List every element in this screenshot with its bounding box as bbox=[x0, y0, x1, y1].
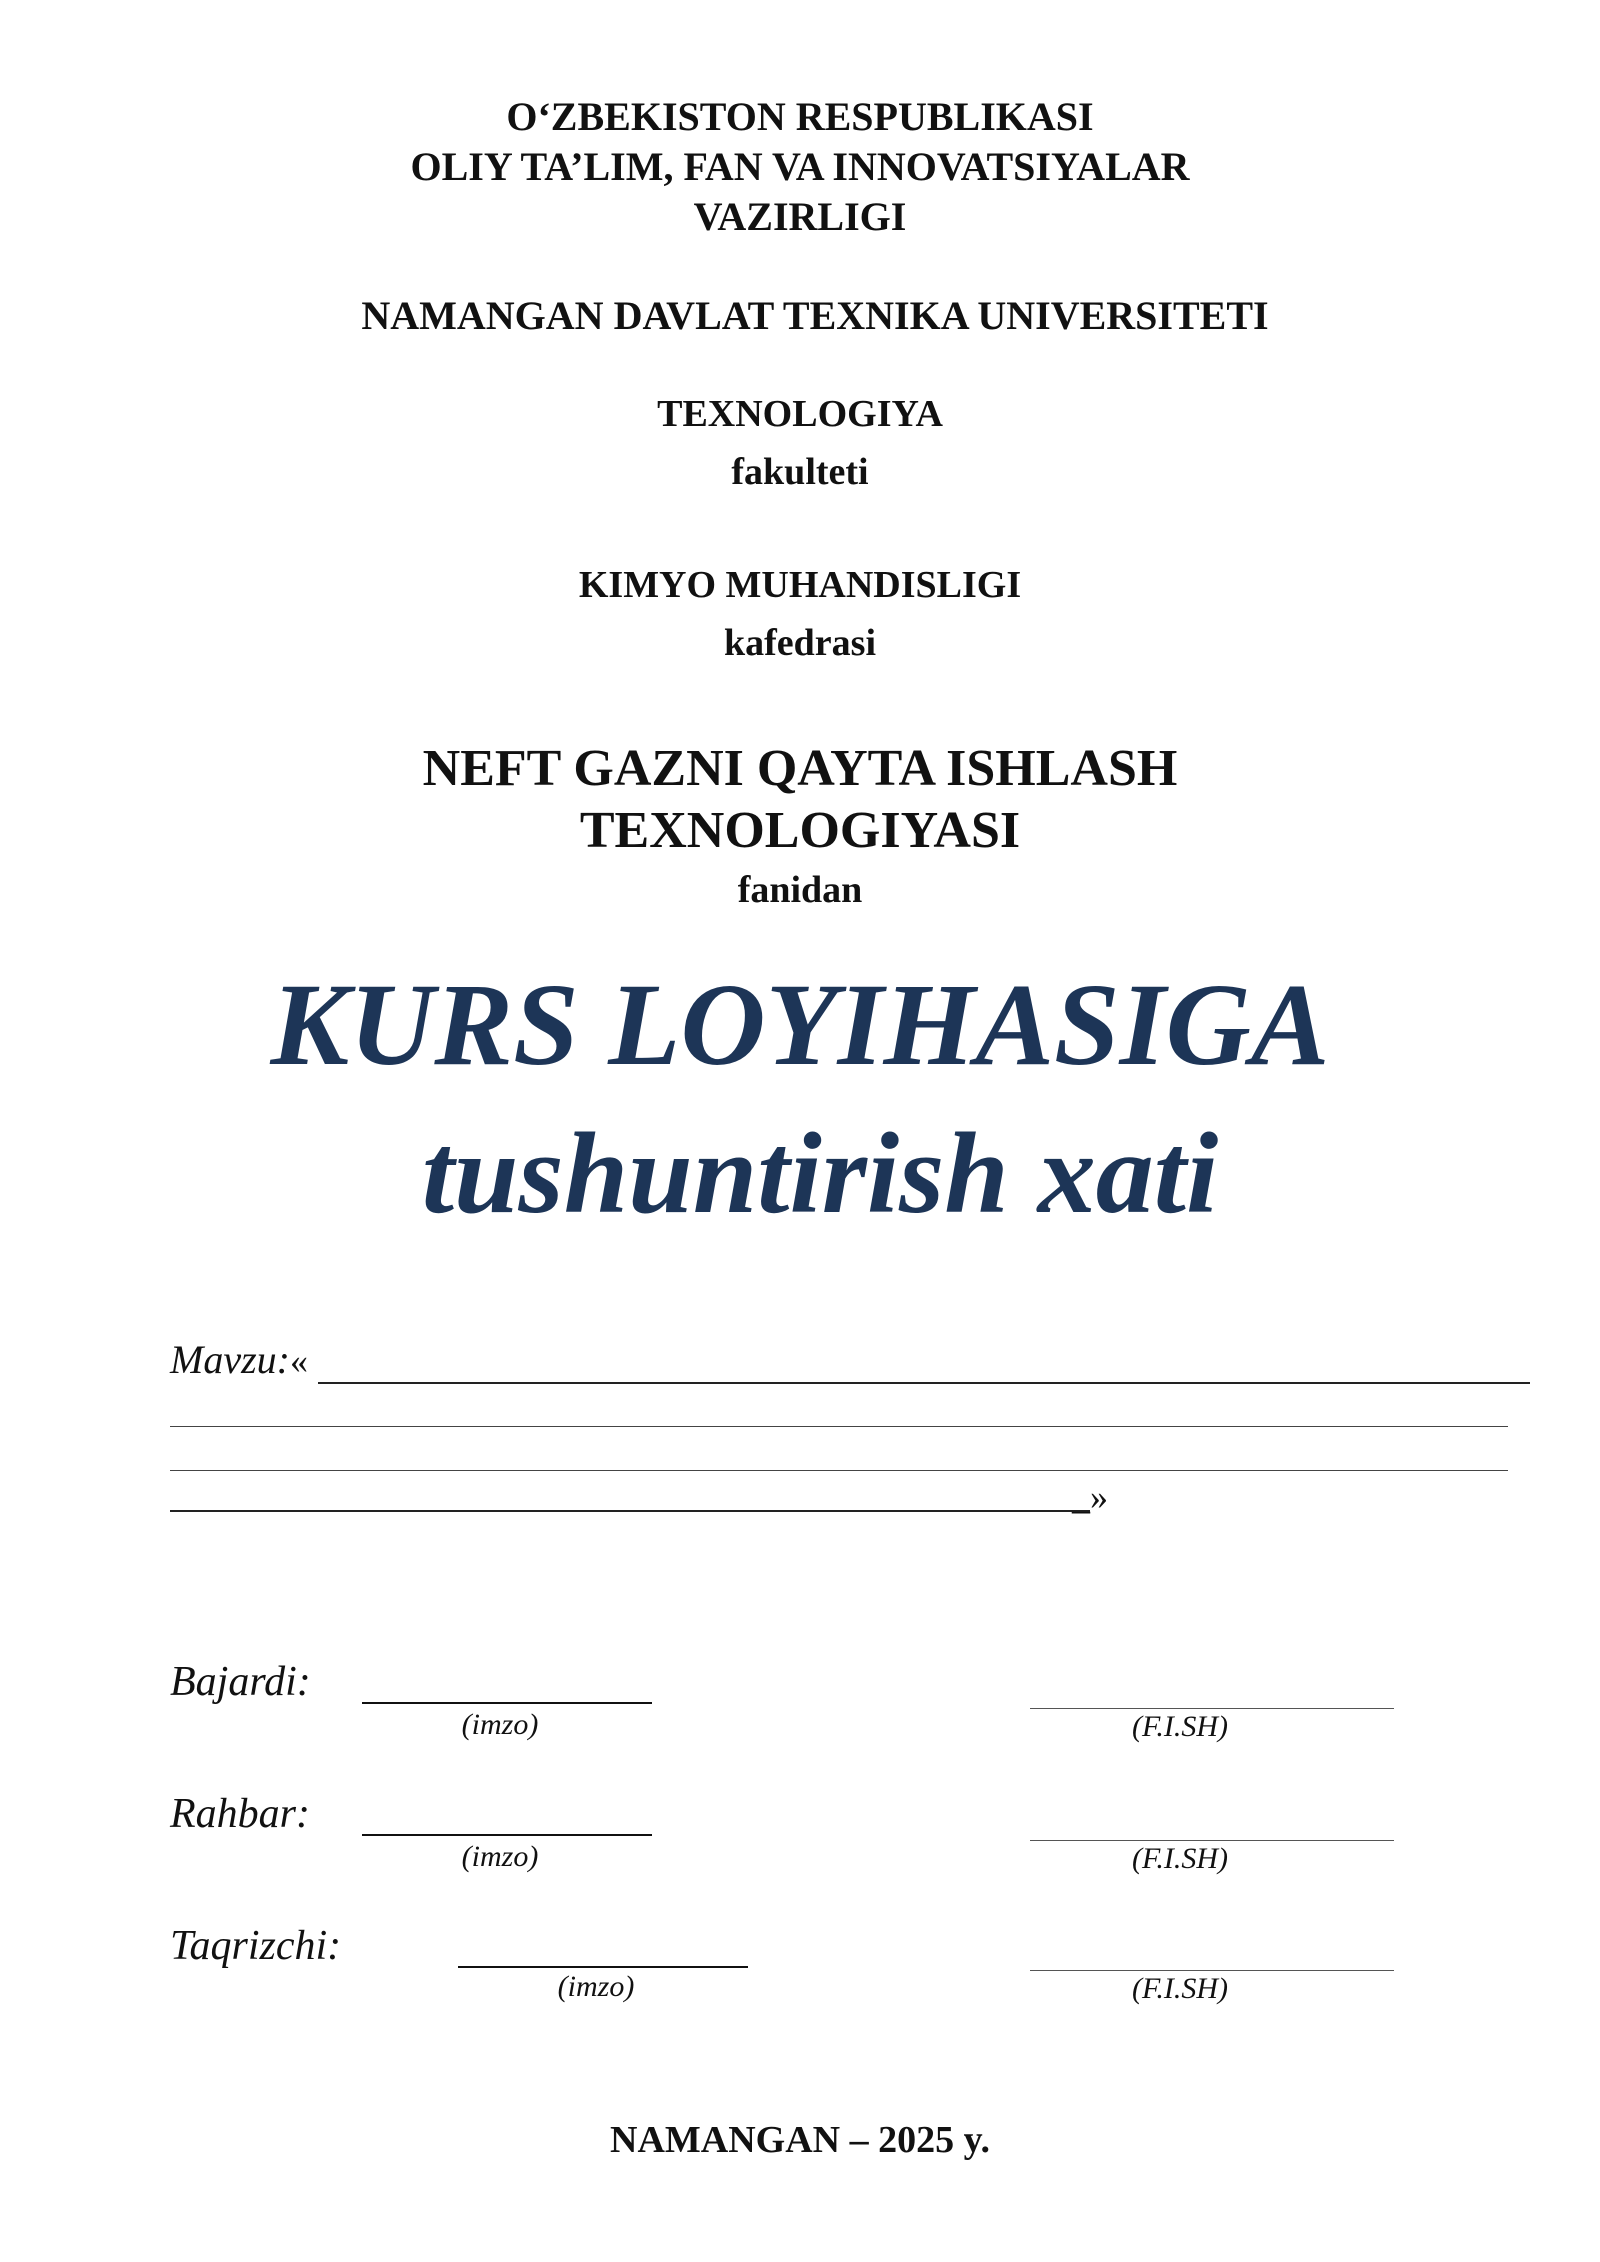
name-line-performer[interactable] bbox=[1030, 1708, 1394, 1709]
document-title: KURS LOYIHASIGA bbox=[270, 959, 1330, 1090]
subject-line-1: NEFT GAZNI QAYTA ISHLASH bbox=[422, 740, 1178, 797]
signature-caption-performer: (imzo) bbox=[461, 1708, 539, 1741]
name-caption-performer: (F.I.SH) bbox=[1131, 1710, 1229, 1743]
name-caption-reviewer: (F.I.SH) bbox=[1131, 1972, 1229, 2005]
signature-caption-reviewer: (imzo) bbox=[557, 1970, 635, 2003]
topic-line-4[interactable] bbox=[170, 1510, 1090, 1512]
ministry-line-2: OLIY TA’LIM, FAN VA INNOVATSIYALAR bbox=[410, 144, 1190, 189]
topic-label bbox=[170, 1336, 308, 1383]
topic-line-1[interactable] bbox=[318, 1382, 1530, 1384]
topic-open-quote: « bbox=[289, 1341, 308, 1381]
subject-line-2: TEXNOLOGIYASI bbox=[579, 802, 1021, 859]
name-caption-supervisor: (F.I.SH) bbox=[1131, 1842, 1229, 1875]
faculty-word: fakulteti bbox=[731, 451, 869, 493]
signature-line-performer[interactable] bbox=[362, 1702, 652, 1704]
topic-label-text: Mavzu: bbox=[170, 1337, 290, 1382]
topic-line-2[interactable] bbox=[170, 1426, 1508, 1427]
signature-line-supervisor[interactable] bbox=[362, 1834, 652, 1836]
subject-suffix: fanidan bbox=[737, 869, 863, 911]
document-subtitle: tushuntirish xati bbox=[421, 1110, 1219, 1238]
ministry-line-3: VAZIRLIGI bbox=[693, 194, 907, 239]
name-line-reviewer[interactable] bbox=[1030, 1970, 1394, 1971]
signature-line-reviewer[interactable] bbox=[458, 1966, 748, 1968]
ministry-line-1: O‘ZBEKISTON RESPUBLIKASI bbox=[506, 94, 1094, 139]
topic-close-quote: _» bbox=[1072, 1477, 1108, 1517]
signature-caption-supervisor: (imzo) bbox=[461, 1840, 539, 1873]
department-word: kafedrasi bbox=[724, 622, 876, 664]
university-name: NAMANGAN DAVLAT TEXNIKA UNIVERSITETI bbox=[361, 293, 1269, 338]
faculty-name: TEXNOLOGIYA bbox=[657, 393, 943, 435]
footer-city-year: NAMANGAN – 2025 y. bbox=[610, 2119, 990, 2161]
name-line-supervisor[interactable] bbox=[1030, 1840, 1394, 1841]
signature-role-reviewer: Taqrizchi: bbox=[170, 1923, 342, 1969]
topic-line-3[interactable] bbox=[170, 1470, 1508, 1471]
signature-role-supervisor: Rahbar: bbox=[170, 1791, 310, 1837]
signature-role-performer: Bajardi: bbox=[170, 1659, 311, 1705]
department-name: KIMYO MUHANDISLIGI bbox=[578, 564, 1022, 606]
